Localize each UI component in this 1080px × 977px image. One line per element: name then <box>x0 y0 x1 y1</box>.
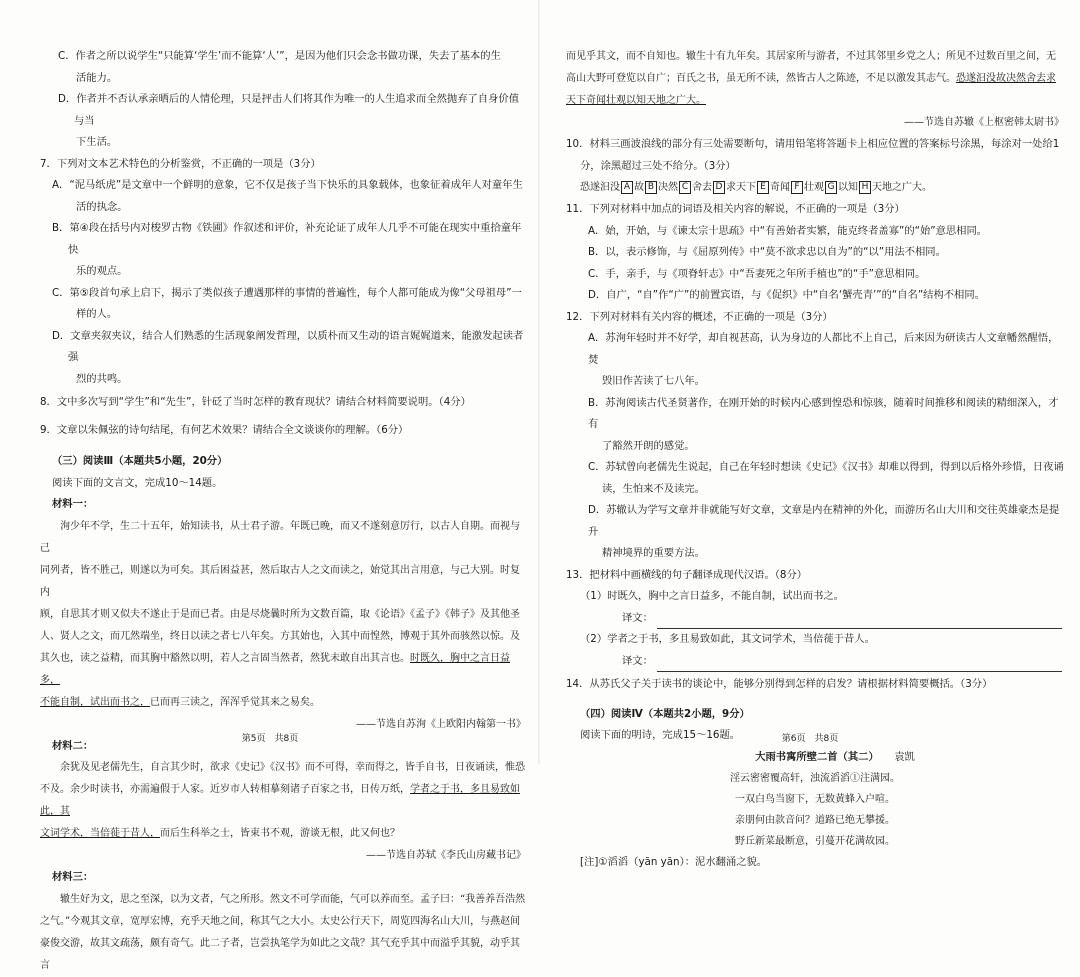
section-4-title: （四）阅读Ⅳ（本题共2小题，9分） <box>580 707 750 720</box>
q10-seg-9: 天地之广大。 <box>872 182 932 193</box>
page-5-footer: 第5页 共8页 <box>241 734 299 744</box>
poem-line-3: 亲朋何由款音问？道路已绝无攀援。 <box>735 815 895 826</box>
question-9: 9．文章以朱佩弦的诗句结尾，有何艺术效果？请结合全文谈谈你的理解。（6分） <box>40 423 409 436</box>
q10-box-c[interactable]: C <box>679 181 691 194</box>
question-14: 14．从苏氏父子关于读书的谈论中，能够分别得到怎样的启发？请根据材料简要概括。（3分） <box>566 678 993 690</box>
q7-option-a: A．“泥马纸虎”是文章中一个鲜明的意象，它不仅是孩子当下快乐的具象载体，也象征着成年人对童年生 <box>52 179 523 191</box>
section-4-intro: 阅读下面的明诗，完成15～16题。 <box>580 729 741 741</box>
q11-option-d: D．自广，“自”作“广”的前置宾语，与《促织》中“自名‘蟹壳青’”的“自名”结构不相同。 <box>588 289 985 301</box>
q11-option-a: A．始，开始，与《谏太宗十思疏》中“有善始者实繁，能克终者盖寡”的“始”意思相同。 <box>588 224 988 237</box>
m2-line-2-text: 不及。余少时读书，亦需遍假于人家。近岁市人转相摹刻诸子百家之书，日传万纸， <box>40 784 410 795</box>
material-2-text <box>40 757 526 867</box>
page-6 <box>540 0 1080 868</box>
q12-d-cont: 精神境界的重要方法。 <box>602 547 705 559</box>
q12-option-a: A．苏洵年轻时并不好学，却自视甚高，认为身边的人都比不上自己，后来因为研读古人文章幡然醒悟，焚 <box>588 332 1059 366</box>
q10-box-g[interactable]: G <box>825 181 837 194</box>
m3-line-5-text: 高山大野可登览以自广；百氏之书，虽无所不读，然皆古人之陈迹，不足以激发其志气。 <box>566 73 956 84</box>
m1-underlined-2: 不能自制，试出而书之， <box>40 696 150 708</box>
page-5 <box>0 0 540 971</box>
q7-c-cont: 样的人。 <box>76 308 118 320</box>
q10-sentence <box>566 177 1064 199</box>
q12-stem: 12．下列对材料有关内容的概述，不正确的一项是（3分） <box>566 310 833 323</box>
q10-seg-6: 奇闻 <box>770 182 790 193</box>
material-1-title: 材料一： <box>52 498 94 510</box>
m3-line-3: 豪俊交游，故其文疏荡，颇有奇气。此二子者，岂尝执笔学为如此之文哉？其气充乎其中而溢乎其貌，动乎其言 <box>40 937 520 971</box>
page-6-footer: 第6页 共8页 <box>781 734 839 744</box>
material-2-title: 材料二： <box>52 739 94 752</box>
q12-option-d: D．苏辙认为学写文章并非就能写好文章，文章是内在精神的外化，而游历名山大川和交往英雄豪杰是提升 <box>588 504 1060 538</box>
m3-line-4: 而见乎其文，而不自知也。辙生十有九年矣。其居家所与游者，不过其邻里乡党之人；所见不过数百里之间，无 <box>566 51 1056 62</box>
question-13 <box>566 565 1064 673</box>
m1-line-1: 洵少年不学，生二十五年，始知读书，从士君子游。年既已晚，而又不遂刻意厉行，以古人自期。而视与己 <box>40 520 520 554</box>
q13-answer-1 <box>566 608 1064 630</box>
material-1-text <box>40 516 526 736</box>
translation-label-1: 译文： <box>622 611 653 624</box>
poem-body <box>566 768 1064 852</box>
question-6-continued <box>40 46 526 154</box>
m1-line-6 <box>40 692 526 714</box>
q7-option-d: D．文章夹叙夹议，结合人们熟悉的生活现象阐发哲理，以质朴而又生动的语言娓娓道来，能激发起读者强 <box>52 329 524 363</box>
q7-option-c: C．第⑤段首句承上启下，揭示了类似孩子遭遇那样的事情的普遍性，每个人都可能成为像“父母祖母”一 <box>52 286 522 299</box>
q6-d-cont: 下生活。 <box>76 136 118 148</box>
q12-c-cont: 读，生怕来不及读完。 <box>602 482 705 495</box>
q10-box-f[interactable]: F <box>791 181 803 194</box>
q12-b-cont: 了豁然开朗的感觉。 <box>602 439 695 452</box>
q10-box-h[interactable]: H <box>859 181 871 194</box>
q10-seg-8: 以知 <box>838 182 858 193</box>
m2-underlined-2: 文词学术，当倍蓰于昔人， <box>40 828 160 839</box>
q10-box-e[interactable]: E <box>757 181 769 194</box>
answer-line-2[interactable] <box>657 659 1062 672</box>
poem-line-1: 淫云密密覆高轩，浊流滔滔①注满园。 <box>730 773 900 784</box>
m3-wavy-1: 恐遂汩没故决然舍去求 <box>956 73 1056 84</box>
q6-option-c <box>48 46 526 68</box>
poem-heading <box>566 747 1064 769</box>
q7-stem: 7．下列对文本艺术特色的分析鉴赏，不正确的一项是（3分） <box>40 157 321 170</box>
material-3-title: 材料三： <box>52 871 94 883</box>
q7-d-cont: 烈的共鸣。 <box>76 372 128 385</box>
poem-author: 袁凯 <box>894 750 915 763</box>
question-12 <box>566 307 1064 565</box>
q10-box-a[interactable]: A <box>621 181 633 194</box>
m1-line-4: 人、贤人之文，而兀然端坐，终日以读之者七八年矣。方其始也，入其中而惶然，博观于其外而骇然以惊。及 <box>40 630 520 642</box>
answer-line-1[interactable] <box>657 616 1062 629</box>
section-3-intro: 阅读下面的文言文，完成10～14题。 <box>52 476 223 489</box>
m1-line-5 <box>40 648 526 692</box>
q10-seg-5: 求天下 <box>726 182 756 193</box>
m2-underlined-1: 学者之于书，多且易致如此，其 <box>40 784 520 817</box>
q10-stem: 10．材料三画波浪线的部分有三处需要断句，请用铅笔将答题卡上相应位置的答案标号涂黑，每涂对一处给1 <box>566 138 1060 150</box>
q10-seg-2: 故 <box>634 182 644 193</box>
q12-a-cont: 毁旧作苦读了七八年。 <box>602 375 705 387</box>
m2-source: ——节选自苏轼《李氏山房藏书记》 <box>366 850 526 861</box>
q10-seg-7: 壮观 <box>804 182 824 193</box>
m2-line-3-text: 而后生科举之士，皆束书不观，游谈无根，此又何也？ <box>160 828 400 839</box>
m3-source: ——节选自苏辙《上枢密韩太尉书》 <box>904 117 1064 128</box>
q10-seg-3: 决然 <box>658 182 678 193</box>
translation-label-2: 译文： <box>622 654 653 667</box>
m3-line-2: 之气。”今观其文章，宽厚宏博，充乎天地之间，称其气之大小。太史公行天下，周览四海名山大川，与燕赵间 <box>40 915 521 927</box>
q10-seg-4: 舍去 <box>692 182 712 193</box>
section-3-title: （三）阅读Ⅲ（本题共5小题，20分） <box>52 455 228 467</box>
m1-line-2: 同列者，皆不胜己，则遂以为可矣。其后困益甚，然后取古人之文而读之，始觉其出言用意，与己大别。时复内 <box>40 564 520 598</box>
m1-line-6-text: 已而再三读之，浑浑乎觉其来之易矣。 <box>150 696 320 708</box>
question-7 <box>40 154 526 391</box>
question-10 <box>566 134 1064 199</box>
poem-note: [注]①滔滔（yān yān）：泥水翻涌之貌。 <box>580 856 768 868</box>
q13-stem: 13．把材料中画横线的句子翻译成现代汉语。（8分） <box>566 568 808 581</box>
reading-3-section <box>40 451 526 977</box>
m1-underlined-1: 时既久，胸中之言日益多， <box>40 652 510 686</box>
q10-stem-cont: 分，涂黑超过三处不给分。（3分） <box>580 159 736 172</box>
q11-option-c: C．手，亲手，与《项脊轩志》中“吾妻死之年所手植也”的“手”意思相同。 <box>588 267 926 280</box>
q11-option-b: B．以，表示修饰，与《屈原列传》中“莫不欲求忠以自为”的“以”用法不相同。 <box>588 246 946 258</box>
q13-item-1: （1）时既久，胸中之言日益多，不能自制，试出而书之。 <box>580 590 844 602</box>
reading-4-section <box>566 704 1064 874</box>
q10-box-d[interactable]: D <box>713 181 725 194</box>
q12-option-b: B．苏洵阅读古代圣贤著作，在刚开始的时候内心感到惶恐和惊骇，随着时间推移和阅读的精细深入，才有 <box>588 396 1059 430</box>
m3-line-1: 辙生好为文，思之至深，以为文者，气之所形。然文不可学而能，气可以养而至。孟子曰：“我善养吾浩然 <box>60 893 526 905</box>
material-3-text <box>40 889 526 977</box>
poem-line-2: 一双白鸟当窗下，无数黄蜂入户喧。 <box>735 794 895 805</box>
q11-stem: 11．下列对材料中加点的词语及相关内容的解说，不正确的一项是（3分） <box>566 203 905 215</box>
q7-option-b: B．第④段在括号内对梭罗古物《铁圃》作叙述和评价，补充论证了成年人几乎不可能在现实中重拾童年快 <box>52 222 522 256</box>
m3-wavy-2: 天下奇闻壮观以知天地之广大。 <box>566 95 706 106</box>
poem-line-4: 野丘新菜最断意，引蔓开花满故园。 <box>735 836 895 847</box>
q13-answer-2 <box>566 651 1064 673</box>
q13-item-2: （2）学者之于书，多且易致如此，其文词学术，当倍蓰于昔人。 <box>580 633 875 645</box>
material-3-continued <box>566 46 1064 134</box>
m2-line-1: 余犹及见老儒先生，自言其少时，欲求《史记》《汉书》而不可得，幸而得之，皆手自书，日夜诵读，惟恐 <box>60 762 525 773</box>
question-8: 8．文中多次写到“学生”和“先生”，针砭了当时怎样的教育现状？请结合材料简要说明。（4分） <box>40 396 471 408</box>
m2-line-2 <box>40 779 526 823</box>
m1-source: ——节选自苏洵《上欧阳内翰第一书》 <box>356 718 526 730</box>
q12-option-c: C．苏轼曾向老儒先生说起，自己在年轻时想读《史记》《汉书》却难以得到，得到以后格外珍惜，日夜诵 <box>588 461 1064 473</box>
q10-box-b[interactable]: B <box>645 181 657 194</box>
poem-title: 大雨书寓所壁二首（其二） <box>755 750 874 763</box>
question-11 <box>566 199 1064 307</box>
m1-line-3: 顾，自思其才则又似夫不遂止于是而已者。由是尽烧曩时所为文数百篇，取《论语》《孟子》《韩子》及其他圣 <box>40 608 520 620</box>
q7-b-cont: 乐的观点。 <box>76 265 128 277</box>
m3-line-5 <box>566 68 1064 90</box>
q6-c-cont: 活能力。 <box>76 71 118 84</box>
m1-line-5-text: 其久也，读之益精，而其胸中豁然以明，若人之言固当然者，然犹未敢自出其言也。 <box>40 652 410 664</box>
q7-a-cont: 活的执念。 <box>76 200 128 213</box>
q6-option-d: D．作者并不否认承亲晒后的人情伦理，只是抨击人们将其作为唯一的人生追求而全然抛弃了自身价值与当 <box>58 93 519 127</box>
q10-seg-1: 恐遂汩没 <box>580 182 620 193</box>
q6-c-text: C．作者之所以说学生“只能算‘学生’而不能算‘人’”，是因为他们只会念书做功课，失去了基本的生 <box>58 50 501 62</box>
m2-line-3 <box>40 823 526 845</box>
